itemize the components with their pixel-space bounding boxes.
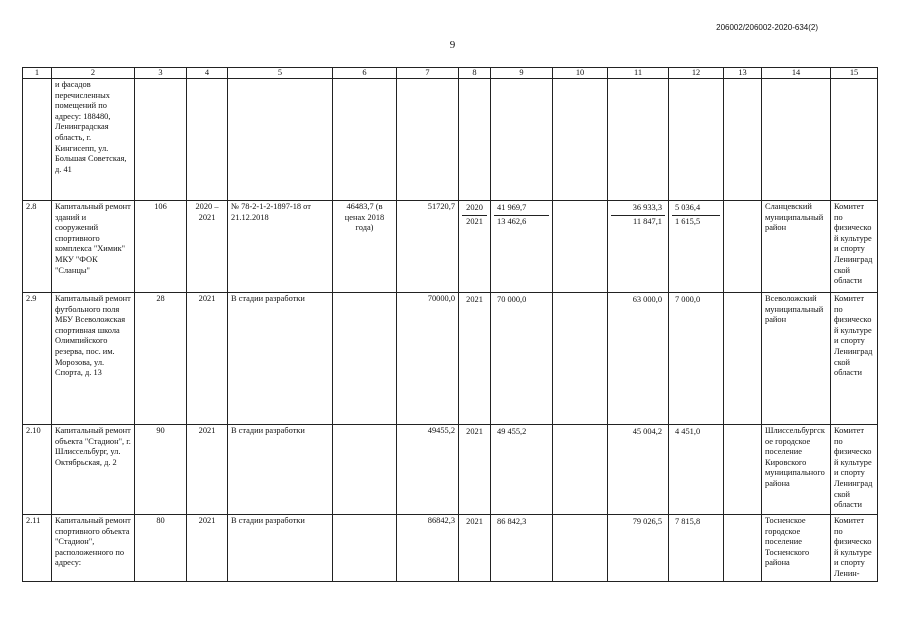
responsible-executor: Комитет по физической культуре и спорту Ленинградской области xyxy=(831,425,878,515)
local-budget-value: 7 815,8 xyxy=(675,517,701,526)
responsible-executor: Комитет по физической культуре и спорту Ленинградской области xyxy=(831,201,878,293)
funding-year xyxy=(459,515,491,582)
item-name: Капитальный ремонт футбольного поля МБУ Всеволожская спортивная школа Олимпийского резерва, пос. им. Морозова, ул. Спорта, д. 13 xyxy=(52,293,135,425)
regional-budget-value: 45 004,2 xyxy=(632,427,662,436)
funding-year-value: 2020 xyxy=(466,203,483,212)
item-number: 2.10 xyxy=(23,425,52,515)
expertise-conclusion: В стадии разработки xyxy=(228,425,333,515)
funding-total xyxy=(491,79,553,201)
expertise-conclusion: В стадии разработки xyxy=(228,515,333,582)
federal-budget xyxy=(553,201,608,293)
local-budget-value: 4 451,0 xyxy=(675,427,701,436)
column-header: 7 xyxy=(397,68,459,79)
column-header: 11 xyxy=(608,68,669,79)
other-sources xyxy=(724,425,762,515)
column-header: 5 xyxy=(228,68,333,79)
item-name: и фасадов перечисленных помещений по адресу: 188480, Ленинградская область, г. Кингисепп, ул. Большая Советская, д. 41 xyxy=(52,79,135,201)
period: 2021 xyxy=(187,293,228,425)
local-budget xyxy=(669,293,724,425)
municipality xyxy=(762,79,831,201)
funding-total-value: 13 462,6 xyxy=(494,215,549,229)
other-sources xyxy=(724,201,762,293)
document-id: 206002/206002-2020-634(2) xyxy=(716,23,818,32)
total-cost: 86842,3 xyxy=(397,515,459,582)
regional-budget xyxy=(608,293,669,425)
funding-year xyxy=(459,425,491,515)
regional-budget xyxy=(608,515,669,582)
regional-budget-value: 63 000,0 xyxy=(632,295,662,304)
regional-budget-value: 11 847,1 xyxy=(611,215,665,229)
regional-budget-value: 36 933,3 xyxy=(632,203,662,212)
column-header: 8 xyxy=(459,68,491,79)
table-row xyxy=(23,79,878,201)
municipality: Всеволожский муниципальный район xyxy=(762,293,831,425)
municipality: Шлиссельбургское городское поселение Кировского муниципального района xyxy=(762,425,831,515)
estimated-cost xyxy=(333,515,397,582)
total-cost xyxy=(397,79,459,201)
estimated-cost xyxy=(333,425,397,515)
estimated-cost xyxy=(333,293,397,425)
responsible-executor: Комитет по физической культуре и спорту Ленинградской области xyxy=(831,293,878,425)
capacity: 28 xyxy=(135,293,187,425)
funding-total-value: 86 842,3 xyxy=(497,517,527,526)
item-number: 2.9 xyxy=(23,293,52,425)
period xyxy=(187,79,228,201)
funding-total xyxy=(491,515,553,582)
estimated-cost: 46483,7 (в ценах 2018 года) xyxy=(333,201,397,293)
column-header: 6 xyxy=(333,68,397,79)
column-header: 9 xyxy=(491,68,553,79)
table-row xyxy=(23,425,878,515)
period: 2021 xyxy=(187,425,228,515)
capacity xyxy=(135,79,187,201)
responsible-executor: Комитет по физической культуре и спорту Ленин- xyxy=(831,515,878,582)
responsible-executor xyxy=(831,79,878,201)
local-budget xyxy=(669,515,724,582)
column-header: 13 xyxy=(724,68,762,79)
federal-budget xyxy=(553,515,608,582)
federal-budget xyxy=(553,79,608,201)
municipality: Тосненское городское поселение Тосненского района xyxy=(762,515,831,582)
capacity: 106 xyxy=(135,201,187,293)
local-budget-value: 1 615,5 xyxy=(672,215,720,229)
total-cost: 49455,2 xyxy=(397,425,459,515)
table-row xyxy=(23,293,878,425)
expertise-conclusion: В стадии разработки xyxy=(228,293,333,425)
federal-budget xyxy=(553,425,608,515)
funding-total-value xyxy=(494,80,549,93)
period: 2021 xyxy=(187,515,228,582)
local-budget-value: 5 036,4 xyxy=(675,203,701,212)
expertise-conclusion xyxy=(228,79,333,201)
regional-budget-value: 79 026,5 xyxy=(632,517,662,526)
column-header: 14 xyxy=(762,68,831,79)
funding-year xyxy=(459,293,491,425)
funding-year xyxy=(459,201,491,293)
funding-year-value: 2021 xyxy=(466,517,483,526)
item-number xyxy=(23,79,52,201)
local-budget xyxy=(669,79,724,201)
other-sources xyxy=(724,293,762,425)
local-budget-value: 7 000,0 xyxy=(675,295,701,304)
table-row xyxy=(23,515,878,582)
funding-total-value: 70 000,0 xyxy=(497,295,527,304)
column-header: 15 xyxy=(831,68,878,79)
column-header: 12 xyxy=(669,68,724,79)
local-budget-value xyxy=(672,80,720,93)
column-header: 2 xyxy=(52,68,135,79)
column-header: 3 xyxy=(135,68,187,79)
total-cost: 70000,0 xyxy=(397,293,459,425)
local-budget xyxy=(669,201,724,293)
other-sources xyxy=(724,79,762,201)
regional-budget-value xyxy=(611,80,665,93)
funding-year-value: 2021 xyxy=(466,427,483,436)
federal-budget xyxy=(553,293,608,425)
column-header: 1 xyxy=(23,68,52,79)
expertise-conclusion: № 78-2-1-2-1897-18 от 21.12.2018 xyxy=(228,201,333,293)
item-number: 2.11 xyxy=(23,515,52,582)
column-header: 4 xyxy=(187,68,228,79)
funding-total xyxy=(491,201,553,293)
funding-total-value: 41 969,7 xyxy=(497,203,527,212)
column-header: 10 xyxy=(553,68,608,79)
item-name: Капитальный ремонт спортивного объекта "Стадион", расположенного по адресу: xyxy=(52,515,135,582)
funding-total xyxy=(491,425,553,515)
funding-year xyxy=(459,79,491,201)
funding-total xyxy=(491,293,553,425)
funding-year-value: 2021 xyxy=(462,215,487,229)
item-number: 2.8 xyxy=(23,201,52,293)
regional-budget xyxy=(608,425,669,515)
program-table xyxy=(22,67,878,582)
total-cost: 51720,7 xyxy=(397,201,459,293)
capacity: 80 xyxy=(135,515,187,582)
item-name: Капитальный ремонт зданий и сооружений спортивного комплекса "Химик" МКУ "ФОК "Сланцы" xyxy=(52,201,135,293)
estimated-cost xyxy=(333,79,397,201)
other-sources xyxy=(724,515,762,582)
period: 2020 – 2021 xyxy=(187,201,228,293)
header-row xyxy=(23,68,878,79)
funding-total-value: 49 455,2 xyxy=(497,427,527,436)
item-name: Капитальный ремонт объекта "Стадион", г. Шлиссельбург, ул. Октябрьская, д. 2 xyxy=(52,425,135,515)
page-number: 9 xyxy=(449,39,456,51)
regional-budget xyxy=(608,201,669,293)
funding-year-value: 2021 xyxy=(466,295,483,304)
local-budget xyxy=(669,425,724,515)
municipality: Сланцевский муниципальный район xyxy=(762,201,831,293)
regional-budget xyxy=(608,79,669,201)
table-row xyxy=(23,201,878,293)
funding-year-value xyxy=(462,80,487,93)
capacity: 90 xyxy=(135,425,187,515)
